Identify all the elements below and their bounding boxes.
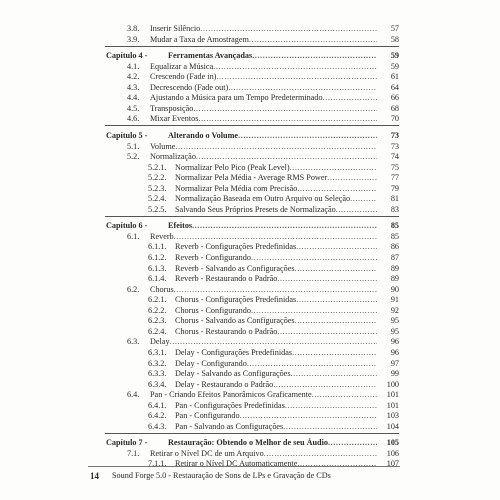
toc-title-text: Alterando o Volume [168, 130, 239, 140]
toc-page-number: 92 [390, 305, 399, 315]
toc-title [150, 232, 377, 242]
toc-title [150, 72, 377, 82]
toc-page-number: 61 [390, 72, 399, 82]
toc-number: 4.1. [127, 61, 140, 71]
toc-number: 4.3. [127, 82, 140, 92]
leader-dots [327, 173, 377, 183]
leader-dots [251, 253, 377, 263]
toc-title-text: Transposição [150, 103, 194, 113]
chapter-divider [105, 216, 399, 217]
toc-entry[interactable] [148, 295, 399, 305]
toc-chapter[interactable] [106, 51, 399, 61]
toc-title-text: Crescendo (Fade in) [150, 72, 217, 82]
toc-title [175, 306, 377, 316]
toc-number: 6.1. [127, 231, 140, 241]
toc-number: 6.4.1. [148, 400, 167, 410]
toc-entry[interactable] [148, 369, 399, 379]
toc-number: Capítulo 7 - [106, 438, 148, 448]
toc-entry[interactable] [127, 24, 399, 34]
footer-rule [88, 466, 400, 467]
toc-number: Capítulo 4 - [106, 51, 148, 61]
toc-title-text: Chorus [150, 284, 174, 294]
toc-page-number: 89 [390, 274, 399, 284]
toc-title-text: Chorus - Restaurando o Padrão [175, 326, 278, 336]
toc-entry[interactable] [148, 401, 399, 411]
toc-chapter[interactable] [106, 221, 399, 231]
toc-entry[interactable] [127, 285, 399, 295]
page-number: 14 [90, 471, 99, 481]
toc-entry[interactable] [148, 184, 399, 194]
toc-title-text: Normalizar Pela Média - Average RMS Power [175, 173, 328, 183]
toc-page-number: 66 [390, 93, 399, 103]
toc-number: 6.3. [127, 337, 140, 347]
toc-number: 6.2.3. [148, 316, 167, 326]
toc-page-number: 91 [390, 295, 399, 305]
leader-dots [238, 131, 377, 141]
leader-dots [175, 142, 377, 152]
toc-page-number: 70 [390, 114, 399, 124]
toc-number: 6.3.3. [148, 369, 167, 379]
leader-dots [328, 438, 377, 448]
toc-title [175, 411, 377, 421]
toc-number: 4.2. [127, 72, 140, 82]
leader-dots [295, 264, 377, 274]
toc-number: 5.2.3. [148, 183, 167, 193]
toc-number: 3.8. [127, 24, 140, 33]
toc-title [150, 35, 377, 45]
toc-title-text: Chorus - Configurando [175, 305, 251, 315]
leader-dots [296, 242, 377, 252]
toc-page-number: 89 [390, 263, 399, 273]
toc-title [150, 104, 377, 114]
toc-title-text: Chorus - Configurações Predefinidas [175, 295, 297, 305]
toc-title [150, 390, 377, 400]
toc-page-number: 86 [390, 242, 399, 252]
toc-page-number: 90 [390, 284, 399, 294]
toc-title-text: Reverb - Configurando [175, 253, 251, 262]
toc-title-text: Delay - Configurando [175, 358, 247, 368]
toc-title-text: Chorus - Salvando as Configurações [175, 316, 295, 326]
toc-page-number: 59 [390, 51, 399, 61]
toc-entry[interactable] [127, 93, 399, 103]
toc-title [175, 173, 377, 183]
toc-title [175, 242, 377, 252]
toc-page-number: 75 [390, 162, 399, 172]
toc-title [175, 264, 377, 274]
toc-page-number: 64 [390, 82, 399, 92]
toc-title [175, 194, 377, 204]
toc-entry[interactable] [127, 390, 399, 400]
leader-dots [297, 459, 377, 469]
toc-number: 4.6. [127, 114, 140, 124]
toc-entry[interactable] [127, 83, 399, 93]
toc-title [150, 337, 377, 347]
leader-dots [216, 72, 377, 82]
toc-page-number: 105 [386, 438, 399, 448]
toc-title [175, 327, 377, 337]
toc-title-text: Ajustando a Música para um Tempo Predeterminado [150, 93, 323, 103]
leader-dots [283, 422, 377, 432]
toc-title-text: Equalizar a Música [150, 61, 214, 71]
toc-page-number: 104 [386, 421, 399, 431]
toc-page-number: 107 [386, 459, 399, 469]
toc-title-text: Reverb - Restaurando o Padrão [175, 274, 278, 284]
toc-entry[interactable] [127, 142, 399, 152]
toc-title-text: Pan - Configurações Predefinidas [175, 400, 285, 410]
toc-entry[interactable] [148, 242, 399, 252]
leader-dots [251, 306, 377, 316]
toc-number: 5.2. [127, 152, 140, 162]
toc-title [150, 24, 377, 34]
toc-number: 6.4.3. [148, 421, 167, 431]
toc-entry[interactable] [148, 411, 399, 421]
toc-page-number: 96 [390, 347, 399, 357]
toc-number: 5.2.5. [148, 204, 167, 214]
toc-page-number: 74 [390, 152, 399, 162]
leader-dots [336, 205, 377, 215]
toc-entry[interactable] [148, 459, 399, 469]
toc-page-number: 58 [390, 34, 399, 44]
leader-dots [291, 369, 377, 379]
toc-title [175, 401, 377, 411]
leader-dots [292, 348, 377, 358]
toc-title [175, 380, 377, 390]
toc-number: 6.1.1. [148, 242, 167, 252]
toc-entry[interactable] [148, 327, 399, 337]
toc-title-text: Delay [150, 337, 170, 347]
toc-page-number: 95 [390, 326, 399, 336]
leader-dots [297, 184, 377, 194]
toc-entry[interactable] [148, 264, 399, 274]
leader-dots [240, 411, 377, 421]
toc-number: 3.9. [127, 34, 140, 44]
leader-dots [196, 152, 377, 162]
leader-dots [296, 295, 377, 305]
toc-number: 7.1. [127, 448, 140, 458]
leader-dots [200, 24, 377, 34]
toc-title [150, 142, 377, 152]
toc-title-text: Restauração: Obtendo o Melhor de seu Áudio [168, 438, 328, 448]
toc-title-text: Retirar o Nível DC Automaticamente [175, 459, 298, 469]
leader-dots [323, 93, 377, 103]
leader-dots [249, 35, 377, 45]
toc-entry[interactable] [148, 359, 399, 369]
toc-title [168, 51, 377, 61]
toc-page-number: 81 [390, 194, 399, 204]
toc-title [168, 131, 377, 141]
toc-page-number: 83 [390, 204, 399, 214]
leader-dots [193, 104, 377, 114]
toc-title-text: Ferramentas Avançadas [168, 51, 253, 61]
running-footer-title: Sound Forge 5.0 - Restauração de Sons de LPs e Gravação de CDs [112, 471, 331, 480]
toc-title-text: Mixar Eventos [150, 114, 199, 124]
toc-page-number: 106 [386, 448, 399, 458]
toc-number: 6.3.1. [148, 347, 167, 357]
chapter-divider [105, 433, 399, 434]
toc-entry[interactable] [127, 72, 399, 82]
toc-title [175, 163, 377, 173]
leader-dots [192, 221, 377, 231]
toc-number: 6.1.4. [148, 274, 167, 284]
toc-entry[interactable] [127, 449, 399, 459]
toc-page-number: 73 [390, 141, 399, 151]
toc-title-text: Retirar o Nível DC de um Arquivo [150, 448, 264, 458]
toc-page-number: 97 [390, 358, 399, 368]
toc-page-number: 73 [390, 130, 399, 140]
toc-title [150, 114, 377, 124]
toc-page-number: 79 [390, 183, 399, 193]
toc-page-number: 103 [386, 411, 399, 421]
toc-chapter[interactable] [106, 131, 399, 141]
leader-dots [273, 380, 377, 390]
toc-title-text: Pan - Salvando as Configurações [175, 421, 284, 431]
toc-number: 6.2.2. [148, 305, 167, 315]
leader-dots [277, 327, 377, 337]
toc-entry[interactable] [148, 205, 399, 215]
toc-title-text: Pan - Criando Efeitos Panorâmicos Graficamente [150, 390, 312, 400]
leader-dots [170, 337, 377, 347]
toc-title-text: Reverb - Salvando as Configurações [175, 263, 295, 273]
toc-title-text: Delay - Restaurando o Padrão [175, 379, 274, 389]
toc-title-text: Reverb - Configurações Predefinidas [175, 242, 297, 252]
toc-entry[interactable] [127, 62, 399, 72]
toc-title-text: Inserir Silêncio [150, 24, 201, 33]
toc-title-text: Normalizar Pela Média com Precisão [175, 183, 298, 193]
chapter-divider [105, 125, 399, 126]
toc-page-number: 96 [390, 337, 399, 347]
toc-number: 4.4. [127, 93, 140, 103]
toc-title [150, 93, 377, 103]
toc-title-text: Reverb [150, 231, 174, 241]
leader-dots [264, 449, 377, 459]
toc-title [150, 152, 377, 162]
toc-number: 6.1.3. [148, 263, 167, 273]
toc-title-text: Normalizar Pelo Pico (Peak Level) [175, 162, 290, 172]
toc-title-text: Decrescendo (Fade out) [150, 82, 229, 92]
toc-title [175, 316, 377, 326]
toc-title [175, 359, 377, 369]
toc-title [150, 62, 377, 72]
leader-dots [295, 316, 377, 326]
chapter-divider [105, 46, 399, 47]
toc-title-text: Delay - Configurações Predefinidas [175, 347, 293, 357]
toc-entry[interactable] [127, 104, 399, 114]
toc-page-number: 101 [386, 390, 399, 400]
toc-entry[interactable] [148, 306, 399, 316]
leader-dots [277, 274, 377, 284]
toc-title-text: Volume [150, 141, 176, 151]
toc-entry[interactable] [148, 316, 399, 326]
toc-page-number: 100 [386, 379, 399, 389]
toc-title [168, 221, 377, 231]
toc-entry[interactable] [148, 274, 399, 284]
toc-title-text: Pan - Configurando [175, 411, 240, 421]
toc-entry[interactable] [148, 253, 399, 263]
leader-dots [247, 359, 377, 369]
toc-title [175, 369, 377, 379]
toc-page-number: 101 [386, 400, 399, 410]
toc-number: 5.2.4. [148, 194, 167, 204]
toc-page-number: 68 [390, 103, 399, 113]
toc-number: Capítulo 6 - [106, 221, 148, 231]
toc-entry[interactable] [127, 232, 399, 242]
toc-number: 5.2.2. [148, 173, 167, 183]
toc-title-text: Normalização Baseada em Outro Arquivo ou Seleção [175, 194, 351, 204]
toc-entry[interactable] [148, 348, 399, 358]
toc-number: 6.4.2. [148, 411, 167, 421]
toc-number: 4.5. [127, 103, 140, 113]
toc-number: 6.3.2. [148, 358, 167, 368]
leader-dots [290, 163, 377, 173]
toc-title [175, 459, 377, 469]
leader-dots [228, 83, 377, 93]
toc-entry[interactable] [148, 173, 399, 183]
toc-number: Capítulo 5 - [106, 130, 148, 140]
toc-title [175, 253, 377, 263]
toc-title-text: Mudar a Taxa de Amostragem [150, 34, 249, 44]
toc-title [175, 274, 377, 284]
leader-dots [174, 232, 377, 242]
toc-title [150, 449, 377, 459]
toc-title-text: Delay - Salvando as Configurações [175, 369, 291, 379]
toc-page-number: 95 [390, 316, 399, 326]
toc-entry[interactable] [127, 114, 399, 124]
toc-title-text: Efeitos [168, 221, 193, 231]
toc-chapter[interactable] [106, 438, 399, 448]
toc-page-number: 57 [390, 24, 399, 33]
toc-title [168, 438, 377, 448]
toc-number: 5.1. [127, 141, 140, 151]
toc-number: 6.2.4. [148, 326, 167, 336]
leader-dots [174, 285, 377, 295]
toc-page-number: 99 [390, 369, 399, 379]
toc-entry[interactable] [148, 163, 399, 173]
toc-title [175, 348, 377, 358]
toc-title [175, 295, 377, 305]
leader-dots [198, 114, 377, 124]
leader-dots [252, 51, 377, 61]
toc-title-text: Salvando Seus Próprios Presets de Normalização [175, 204, 336, 214]
toc-number: 6.3.4. [148, 379, 167, 389]
toc-page-number: 87 [390, 253, 399, 262]
toc-page-number: 59 [390, 61, 399, 71]
toc-entry[interactable] [127, 152, 399, 162]
toc-number: 6.1.2. [148, 253, 167, 262]
toc-page-number: 77 [390, 173, 399, 183]
toc-title-text: Normalização [150, 152, 196, 162]
toc-entry[interactable] [148, 380, 399, 390]
toc-title [150, 83, 377, 93]
toc-entry[interactable] [127, 337, 399, 347]
leader-dots [213, 62, 377, 72]
leader-dots [312, 390, 377, 400]
toc-title [175, 205, 377, 215]
toc-entry[interactable] [148, 194, 399, 204]
toc-number: 5.2.1. [148, 162, 167, 172]
toc-title [150, 285, 377, 295]
toc-number: 6.2.1. [148, 295, 167, 305]
leader-dots [350, 194, 377, 204]
toc-entry[interactable] [148, 422, 399, 432]
toc-number: 7.1.1. [148, 459, 167, 469]
toc-page-number: 85 [390, 231, 399, 241]
toc-number: 6.4. [127, 390, 140, 400]
toc-page-number: 85 [390, 221, 399, 231]
toc-title [175, 184, 377, 194]
toc-title [175, 422, 377, 432]
page-footer [90, 469, 400, 483]
leader-dots [285, 401, 377, 411]
toc-entry[interactable] [127, 35, 399, 45]
toc-number: 6.2. [127, 284, 140, 294]
